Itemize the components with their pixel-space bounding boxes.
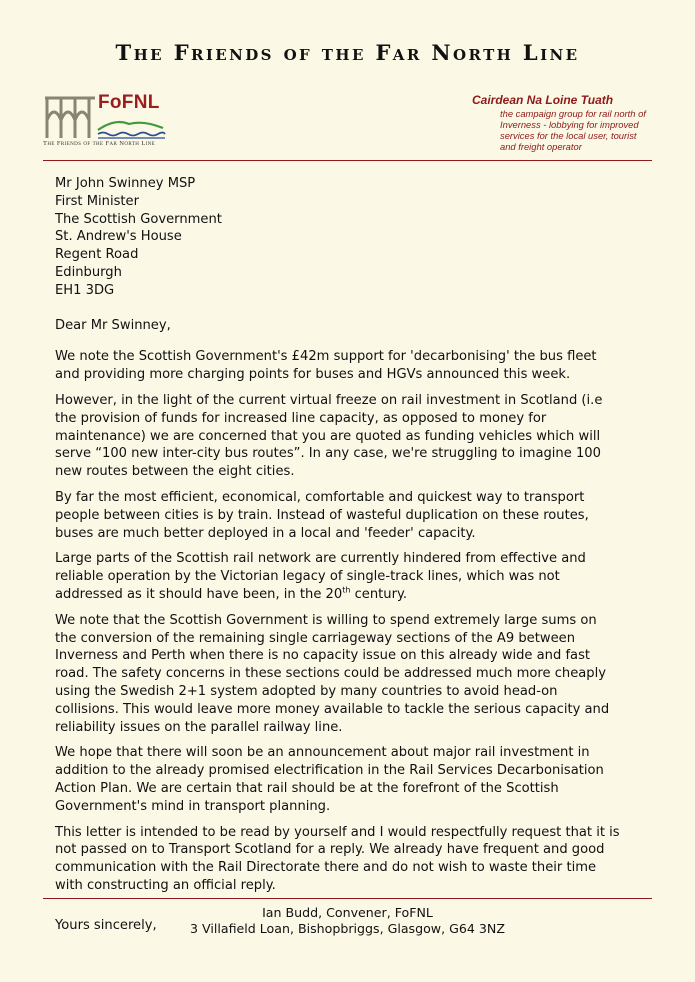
address-line: Edinburgh	[55, 264, 122, 280]
organisation-tagline: the campaign group for rail north of Inverness - lobbying for improved services for the local user, tourist and freight operator	[500, 108, 646, 152]
logo-wordmark: FoFNL	[98, 92, 160, 113]
paragraph: This letter is intended to be read by yourself and I would respectfully request that it is not passed on to Transport Scotland for a reply. We already have frequent and good communication with the Rail Directorate there and do not wish to waste their time with constructing an official reply.	[55, 824, 620, 893]
header-divider	[43, 160, 652, 161]
paragraph: We note that the Scottish Government is willing to spend extremely large sums on the conversion of the remaining single carriageway sections of the A9 between Inverness and Perth when there is no capacity issue on this already wide and fast road. The safety concerns in these sections could be addressed much more cheaply using the Swedish 2+1 system adopted by many countries to avoid head-on collisions. This would leave more money available to tackle the serious capacity and reliability issues on the parallel railway line.	[55, 612, 610, 735]
address-line: EH1 3DG	[55, 282, 115, 298]
letterhead-title: The Friends of the Far North Line	[115, 40, 580, 65]
letter-body	[55, 175, 620, 934]
address-line: Regent Road	[55, 247, 139, 263]
paragraph: We hope that there will soon be an announcement about major rail investment in addition to the already promised electrification in the Rail Services Decarbonisation Action Plan. We are certain that rail should be at the forefront of the Scottish Government's mind in transport planning.	[55, 745, 604, 814]
ordinal-superscript: th	[342, 585, 351, 595]
sign-off: Yours sincerely,	[55, 917, 157, 933]
logo-caption: The Friends of the Far North Line	[43, 140, 156, 147]
footer-name-line: Ian Budd, Convener, FoFNL	[262, 905, 433, 920]
address-line: The Scottish Government	[55, 211, 222, 227]
recipient-address	[55, 175, 620, 300]
footer	[0, 905, 695, 937]
footer-address-line: 3 Villafield Loan, Bishopbriggs, Glasgow, G64 3NZ	[190, 921, 505, 936]
paragraph: By far the most efficient, economical, comfortable and quickest way to transport people between cities is by train. Instead of wasteful duplication on these routes, buses are much better deployed in a local and 'feeder' capacity.	[55, 489, 589, 541]
paragraph-text: Large parts of the Scottish rail network are currently hindered from effective and reliable operation by the Victorian legacy of single-track lines, which was not addressed as it should have been, in the 20	[55, 551, 586, 602]
paragraph-text: century.	[350, 586, 407, 602]
paragraph: We note the Scottish Government's £42m support for 'decarbonising' the bus fleet and providing more charging points for buses and HGVs announced this week.	[55, 349, 597, 383]
address-line: Mr John Swinney MSP	[55, 176, 196, 191]
paragraph: However, in the light of the current virtual freeze on rail investment in Scotland (i.e the provision of funds for increased line capacity, as opposed to money for maintenance) we are concerned that you are quoted as funding vehicles which will serve “100 new inter-city bus routes”. In any case, we're struggling to imagine 100 new routes between the eight cities.	[55, 392, 603, 480]
footer-divider	[43, 898, 652, 899]
address-line: First Minister	[55, 193, 139, 209]
gaelic-name: Cairdean Na Loine Tuath	[472, 93, 614, 107]
address-line: St. Andrew's House	[55, 229, 182, 245]
salutation: Dear Mr Swinney,	[55, 317, 171, 333]
paragraph	[55, 550, 620, 603]
